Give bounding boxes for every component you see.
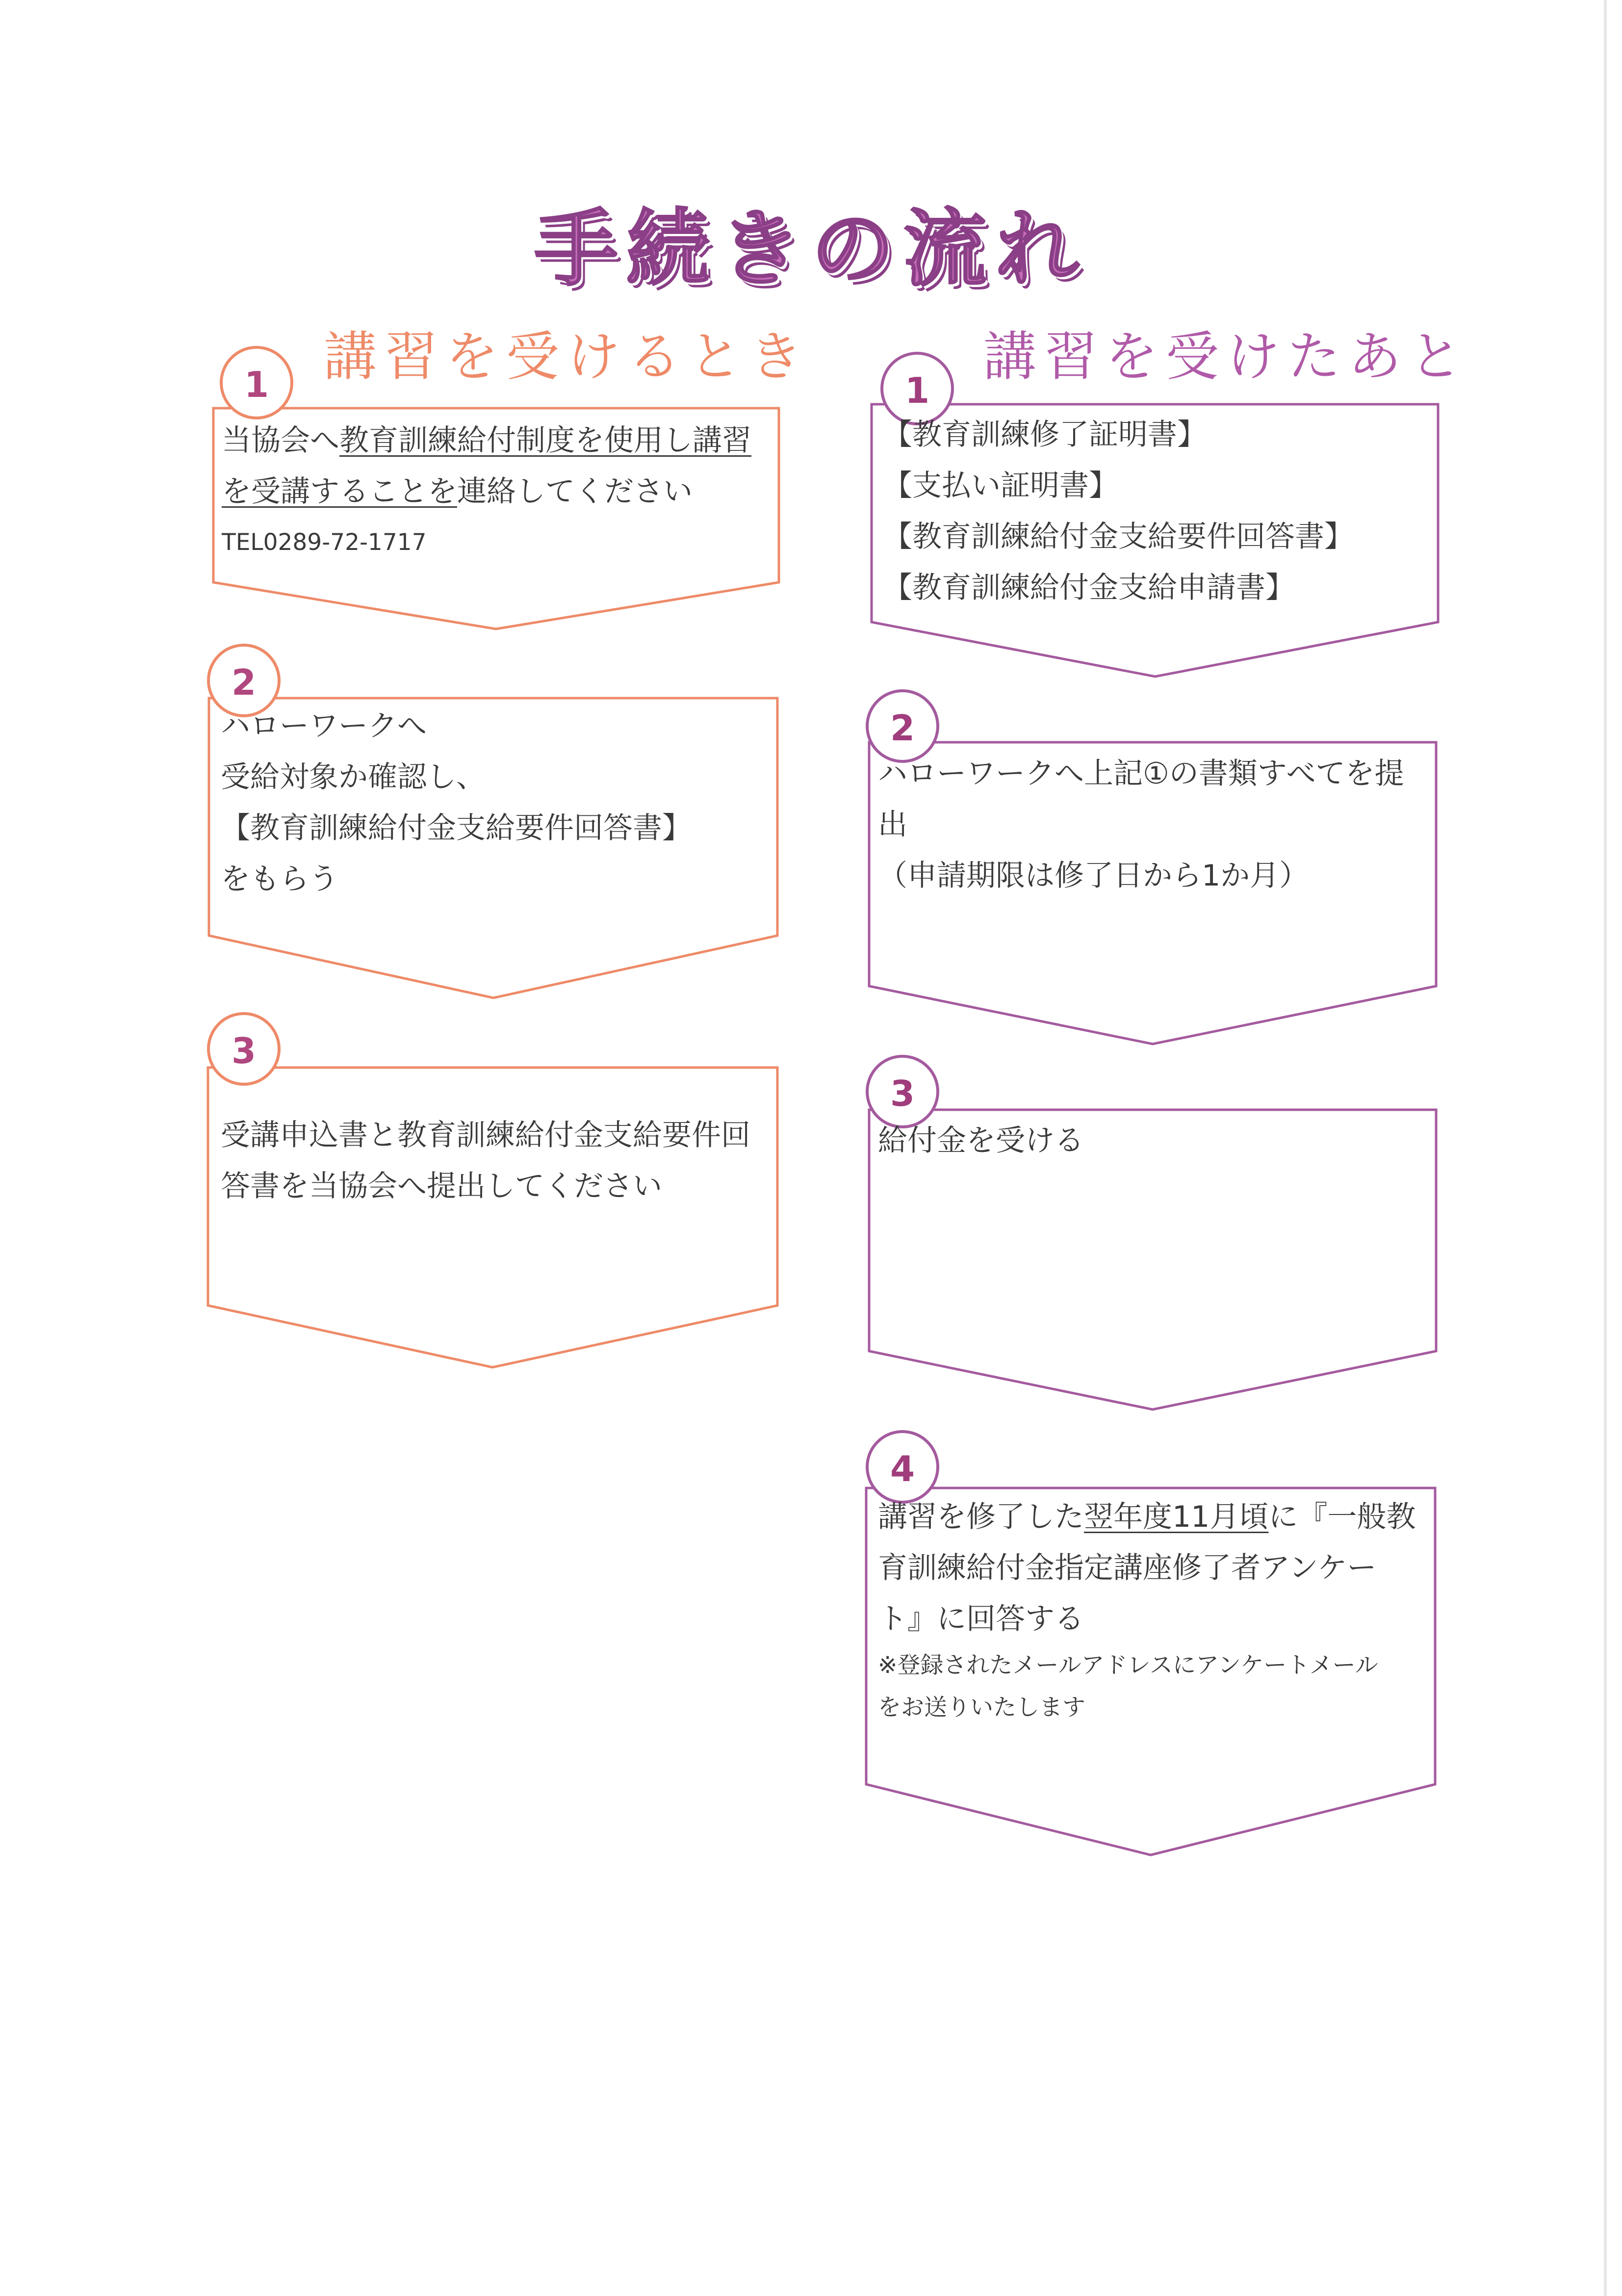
- right-step-2-line-2: 出: [878, 808, 907, 842]
- right-step-3-number: 3: [866, 1055, 939, 1128]
- left-step-3-text: [221, 1110, 750, 1212]
- left-step-1-line-2: を受講することを連絡してください: [222, 474, 693, 509]
- left-step-1-text: [222, 415, 751, 568]
- left-step-2-line-4: をもらう: [221, 862, 338, 896]
- phone-number: TEL0289-72-1717: [222, 529, 427, 556]
- left-step-3-line-2: 答書を当協会へ提出してください: [221, 1169, 662, 1203]
- right-step-1-line-4: 【教育訓練給付金支給申請書】: [883, 571, 1295, 605]
- right-step-1-line-2: 【支払い証明書】: [883, 469, 1118, 503]
- right-step-4-line-2: 育訓練給付金指定講座修了者アンケー: [878, 1551, 1377, 1585]
- right-step-4-line-1: 講習を修了した翌年度11月頃に『一般教: [878, 1500, 1416, 1534]
- left-column-heading: 講習を受けるとき: [324, 326, 811, 388]
- left-step-1-line-1: 当協会へ教育訓練給付制度を使用し講習: [222, 423, 751, 458]
- left-step-2-number: 2: [207, 644, 281, 717]
- left-step-2-line-3: 【教育訓練給付金支給要件回答書】: [221, 811, 692, 845]
- left-step-2-line-2: 受給対象か確認し、: [221, 760, 486, 794]
- right-step-1-line-3: 【教育訓練給付金支給要件回答書】: [883, 520, 1354, 554]
- right-step-4-line-3: ト』に回答する: [878, 1602, 1084, 1636]
- page-title: 手続きの流れ: [534, 201, 1088, 298]
- right-column-heading: 講習を受けたあと: [983, 326, 1470, 388]
- right-step-3-text: [878, 1115, 1084, 1166]
- left-step-3-line-1: 受講申込書と教育訓練給付金支給要件回: [221, 1118, 750, 1152]
- right-step-4-text: [878, 1491, 1416, 1729]
- right-step-3-line-1: 給付金を受ける: [878, 1123, 1084, 1158]
- right-step-4-note-2: をお送りいたします: [878, 1694, 1085, 1721]
- right-step-2-line-1: ハローワークへ上記①の書類すべてを提: [878, 757, 1404, 791]
- left-step-3-number: 3: [207, 1012, 281, 1086]
- right-step-1-number: 1: [880, 352, 954, 425]
- right-step-2-text: [878, 748, 1404, 901]
- right-step-1-text: [883, 409, 1354, 613]
- left-step-2-text: [221, 701, 692, 905]
- right-step-1-line-1: 【教育訓練修了証明書】: [883, 417, 1207, 452]
- right-step-2-line-3: （申請期限は修了日から1か月）: [878, 859, 1309, 893]
- right-step-4-note-1: ※登録されたメールアドレスにアンケートメール: [878, 1652, 1378, 1679]
- right-step-4-number: 4: [866, 1430, 939, 1504]
- right-step-2-number: 2: [866, 689, 939, 763]
- left-step-1-number: 1: [220, 346, 293, 419]
- left-step-2-line-1: ハローワークへ: [221, 709, 427, 743]
